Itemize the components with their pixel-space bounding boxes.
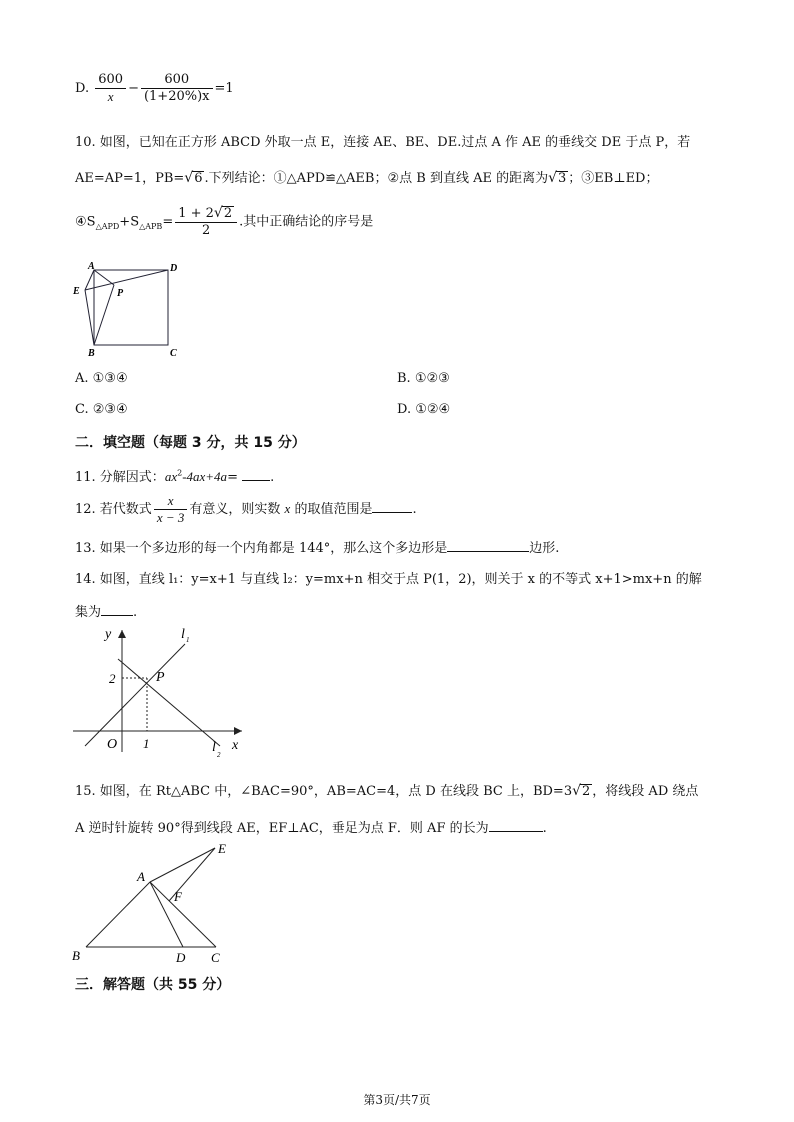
label-e: E	[218, 841, 226, 856]
label-origin: O	[107, 737, 118, 752]
label-c: C	[211, 950, 220, 965]
page-footer: 第3页/共7页	[363, 1093, 431, 1107]
frac-num: 600	[164, 72, 190, 87]
q12-prefix: 12. 若代数式	[75, 502, 152, 517]
q11-answer-blank[interactable]	[242, 468, 270, 481]
q11	[75, 466, 274, 485]
sqrt-symbol: √	[572, 783, 582, 799]
q12-var: x	[284, 501, 291, 516]
segment-ab	[86, 882, 150, 947]
segment-ap	[94, 270, 114, 285]
sqrt-symbol: √	[184, 170, 194, 186]
frac-num: 600	[98, 72, 124, 87]
q10-line3	[75, 205, 373, 239]
equals-one: =1	[214, 81, 234, 96]
label-e: E	[73, 286, 80, 297]
label-c: C	[170, 348, 177, 358]
label-l1-sub: 1	[186, 636, 190, 644]
frac-num: x	[167, 493, 174, 508]
sub-apd: △APD	[95, 222, 120, 232]
q15-line1-b: ，将线段 AD 绕点	[592, 784, 699, 799]
q14-answer-blank[interactable]	[101, 603, 133, 616]
label-a: A	[88, 261, 95, 272]
sub-apb: △APB	[139, 222, 163, 232]
option-label: D.	[75, 81, 90, 96]
fraction-600-over-120x	[141, 72, 213, 105]
label-l2-sub: 2	[217, 751, 221, 759]
q14-line2-text: 集为	[75, 605, 102, 620]
sqrt-2: 2	[223, 206, 233, 221]
label-two: 2	[109, 671, 116, 686]
s-label: ④S	[75, 214, 96, 230]
sqrt-symbol: √	[548, 170, 558, 186]
q10-line2-c: ；③EB⊥ED；	[568, 171, 659, 186]
q10-line3-tail: .其中正确结论的序号是	[239, 214, 374, 230]
segment-ac	[150, 882, 216, 947]
q13	[75, 537, 559, 556]
q10-line2	[75, 167, 658, 186]
q10-option-a[interactable]: A. ①③④	[75, 371, 128, 386]
q12-fraction	[154, 493, 188, 526]
label-l2: l	[212, 740, 216, 755]
label-d: D	[170, 263, 178, 274]
square-abcd	[94, 270, 168, 345]
q10-option-c[interactable]: C. ②③④	[75, 402, 128, 417]
q14-line1: 14. 如图，直线 l₁：y=x+1 与直线 l₂：y=mx+n 相交于点 P(1，2)，则关于 x 的不等式 x+1>mx+n 的解	[75, 572, 702, 587]
segment-ae	[85, 270, 94, 290]
q15-triangle-figure	[68, 835, 248, 967]
section-2-title: 二．填空题（每题 3 分，共 15 分）	[75, 435, 306, 451]
q11-expr-a: ax	[164, 469, 178, 484]
q14-end: .	[133, 605, 138, 620]
q15-end: .	[542, 821, 547, 836]
label-y: y	[105, 627, 112, 642]
y-axis-arrow	[118, 630, 126, 638]
plus-s: +S	[119, 214, 140, 230]
q13-tail: 边形.	[529, 541, 560, 556]
sqrt-symbol: √	[213, 205, 223, 221]
minus-sign: −	[128, 81, 139, 96]
label-p: P	[156, 670, 165, 685]
segment-pb	[94, 285, 114, 345]
segment-eb	[85, 290, 94, 345]
label-x: x	[232, 738, 239, 753]
frac-den: x − 3	[154, 509, 188, 526]
q11-equals: =	[227, 470, 238, 485]
line-l2	[118, 659, 220, 746]
q10-line2-a: AE=AP=1，PB=	[75, 171, 185, 186]
fraction-600-over-x	[95, 72, 126, 105]
q13-answer-blank[interactable]	[447, 539, 529, 552]
sqrt-3: 3	[558, 171, 567, 186]
q12-tail: 的取值范围是	[294, 502, 373, 517]
q11-sup: 2	[177, 468, 183, 478]
equals: =	[162, 214, 174, 230]
frac-den: (1+20%)x	[141, 88, 213, 105]
frac-den: x	[95, 88, 126, 105]
sqrt-6: 6	[194, 171, 203, 186]
q10-line1: 10. 如图，已知在正方形 ABCD 外取一点 E，连接 AE、BE、DE.过点 A 作 AE 的垂线交 DE 于点 P，若	[75, 135, 691, 150]
q10-line2-b: .下列结论：①△APD≌△AEB；②点 B 到直线 AE 的距离为	[204, 171, 549, 186]
label-p: P	[117, 288, 124, 299]
q12-answer-blank[interactable]	[372, 500, 412, 513]
q14-coordinate-figure	[70, 624, 250, 764]
q10-option-b[interactable]: B. ①②③	[397, 371, 450, 386]
segment-ae	[150, 848, 215, 882]
label-b: B	[88, 348, 95, 358]
q11-prefix: 11. 分解因式：	[75, 470, 165, 485]
q15-line2	[75, 817, 547, 836]
area-fraction	[175, 205, 237, 239]
q12	[75, 493, 417, 526]
q15-line1-a: 15. 如图，在 Rt△ABC 中，∠BAC=90°，AB=AC=4，点 D 在线段 BC 上，BD=3	[75, 784, 573, 799]
num-text: 1 + 2	[178, 206, 214, 221]
label-f: F	[174, 889, 182, 904]
q15-line1	[75, 780, 698, 799]
label-b: B	[72, 948, 80, 963]
frac-den: 2	[175, 222, 237, 239]
label-d: D	[176, 950, 186, 965]
q14-line2	[75, 601, 137, 620]
label-l1: l	[181, 627, 185, 642]
q15-line2-text: A 逆时针旋转 90°得到线段 AE，EF⊥AC，垂足为点 F．则 AF 的长为	[75, 821, 489, 836]
q15-answer-blank[interactable]	[489, 819, 543, 832]
q10-square-figure	[70, 258, 190, 358]
x-axis-arrow	[234, 727, 242, 735]
q11-expr-b: -4ax+4a	[182, 469, 228, 484]
sqrt-2: 2	[582, 784, 591, 799]
q11-end: .	[270, 470, 275, 485]
label-one: 1	[143, 736, 150, 751]
q10-option-d[interactable]: D. ①②④	[397, 402, 451, 417]
q13-text: 13. 如果一个多边形的每一个内角都是 144°，那么这个多边形是	[75, 541, 448, 556]
option-d-prev	[75, 72, 234, 105]
frac-num	[175, 205, 237, 222]
q12-mid: 有意义，则实数	[189, 502, 281, 517]
q12-end: .	[412, 502, 417, 517]
section-3-title: 三．解答题（共 55 分）	[75, 977, 231, 993]
label-a: A	[137, 869, 145, 884]
